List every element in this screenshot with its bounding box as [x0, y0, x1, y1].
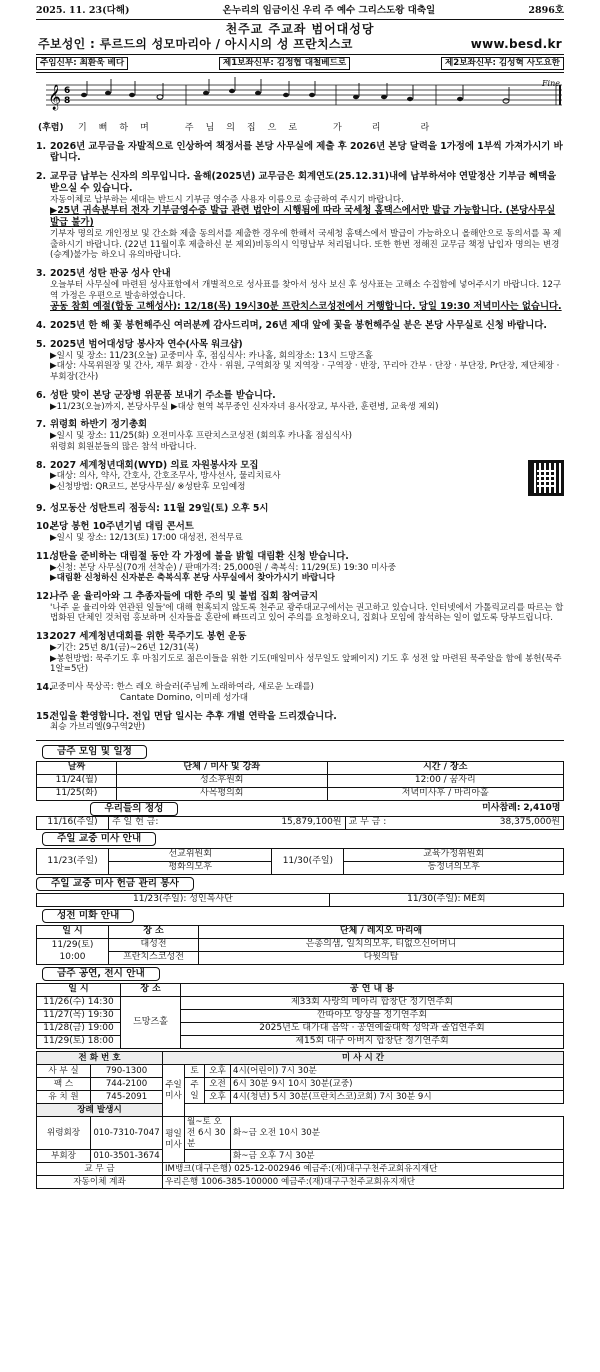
text-cell: 7.	[36, 419, 47, 431]
text-cell: 9.	[36, 502, 47, 514]
text-cell: 교 무 금	[37, 1163, 163, 1176]
table-cell	[37, 1117, 564, 1150]
text-cell: 위령회 하반기 정기총회	[50, 419, 148, 431]
staff-notation	[36, 77, 564, 121]
notice-item	[36, 551, 564, 584]
text-cell: 최승 가브리엘(9구역2반)	[50, 722, 146, 733]
svg-text:8: 8	[64, 95, 71, 106]
text-cell: 15,879,100원	[281, 817, 342, 828]
text-cell: 위령회 회원분들의 많은 참석 바랍니다.	[50, 441, 197, 452]
text-cell: 교육가정위원회	[344, 849, 564, 862]
table-cell	[37, 1052, 564, 1065]
notice-item	[36, 320, 564, 332]
text-cell: 11/29(토) 10:00	[37, 939, 109, 965]
text-cell: 2025년 성탄 판공 성사 안내	[50, 268, 171, 280]
text-cell: 010-7310-7047	[91, 1117, 163, 1150]
text-cell: 11/27(목) 19:30	[37, 1010, 121, 1023]
table-cell	[185, 1150, 231, 1163]
parish-title: 천주교 주교좌 범어대성당	[225, 22, 375, 36]
text-cell: 토	[185, 1065, 205, 1078]
text-cell: 유 치 원	[37, 1091, 91, 1104]
lyric-syllable: 하	[119, 122, 129, 133]
text-cell: 공동 참회 예절(합동 고해성사): 12/18(목) 19시30분 프란치스코성전에서 거행합니다. 당일 19:30 저녁미사는 없습니다.	[50, 301, 562, 313]
text-cell: 4.	[36, 320, 47, 332]
text-cell: 제33회 사랑의 메아리 합창단 정기연주회	[181, 997, 564, 1010]
text-cell: 제15회 대구 아버지 합창단 정기연주회	[181, 1036, 564, 1049]
lyric-syllable: 로	[288, 122, 298, 133]
table-cell	[37, 802, 564, 816]
table-cell	[345, 802, 563, 816]
text-cell: 부회장	[37, 1150, 91, 1163]
text-cell: 11/28(금) 19:00	[37, 1023, 121, 1036]
text-cell: 드망즈홀	[121, 997, 181, 1049]
music-notes	[81, 89, 509, 103]
text-cell: 10.	[36, 521, 53, 533]
meetings-table	[36, 761, 564, 801]
text-cell: 2027 세계청년대회를 위한 묵주기도 봉헌 운동	[50, 631, 247, 643]
text-cell: 3.	[36, 268, 47, 280]
priest-list	[36, 55, 564, 73]
lyric-syllable: 으	[267, 122, 277, 133]
text-cell: 6.	[36, 389, 47, 401]
concerts-title: 금주 공연, 전시 안내	[42, 967, 160, 981]
lyric-syllable: 집	[246, 122, 256, 133]
lyric-syllable: 의	[226, 122, 235, 133]
lyrics-line	[38, 123, 566, 134]
text-cell: 12:00 / 꿈자리	[327, 775, 564, 788]
text-cell: 교무금 납부는 신자의 의무입니다. 올해(2025년) 교무금은 회계연도(25.12.31)내에 납부하셔야 연말정산 기부금 혜택을 받으실 수 있습니다.	[50, 171, 557, 194]
notice-item	[36, 141, 564, 165]
lyric-syllable: 며	[140, 122, 149, 133]
notice-item	[36, 591, 564, 624]
text-cell: 15.	[36, 710, 53, 722]
text-cell: 위령회장	[37, 1117, 91, 1150]
text-cell: 자동이체 계좌	[37, 1176, 163, 1189]
lyric-syllable: 기	[78, 122, 87, 133]
table-row	[37, 788, 564, 801]
text-cell: 12.	[36, 591, 53, 602]
notice-item	[36, 503, 564, 515]
notice-item	[36, 339, 564, 383]
text-cell: ▶대상: 사목위원장 및 간사, 재무 회장 · 간사 · 위원, 구역회장 및 지역장 · 구역장 · 반장, 꾸리아 간부 · 단장 · 부단장, Pr단장, 제단체장 · 부회장(간사)	[50, 361, 560, 383]
text-cell: 단체 / 미사 및 강좌	[117, 762, 328, 775]
text-cell: 오전	[205, 1078, 231, 1091]
lyric-syllable: 가	[333, 122, 342, 133]
text-cell: 은총의샘, 일치의모후, 티없으신어머니	[199, 939, 564, 952]
table-cell	[37, 984, 564, 997]
notice-item	[36, 521, 564, 543]
table-row	[37, 775, 564, 788]
text-cell: 4시(청년) 5시 30분(프란치스코)코회) 7시 30분 9시	[231, 1091, 564, 1104]
lyric-syllable: 주	[184, 122, 194, 133]
text-cell: ▶신청: 본당 사무실(70개 선착순) / 판매가격: 25,000원 / 축복식: 11/29(토) 19:30 미사중	[50, 562, 397, 573]
svg-text:6: 6	[64, 85, 71, 96]
notice-item	[36, 711, 564, 733]
collection-table	[36, 893, 564, 907]
text-cell: 주일 미사	[163, 1065, 185, 1117]
table-cell	[37, 849, 564, 862]
concerts-table	[36, 983, 564, 1049]
text-cell: 교 무 금 :	[348, 817, 387, 828]
text-cell: 본당 봉헌 10주년기념 대림 콘서트	[50, 521, 194, 533]
text-cell: 8.	[36, 459, 47, 471]
notice-item	[36, 460, 564, 496]
table-cell	[37, 1163, 564, 1176]
feast-title: 온누리의 임금이신 우리 주 예수 그리스도왕 대축일	[222, 5, 436, 17]
table-cell	[185, 1104, 564, 1117]
text-cell: 성탄을 준비하는 대림절 동안 각 가정에 불을 밝힐 대림환 신청 받습니다.	[50, 550, 349, 562]
text-cell: 일 시	[37, 926, 109, 939]
text-cell: 010-3501-3674	[91, 1150, 163, 1163]
text-cell: 성탄 맞이 본당 군장병 위문품 보내기 주소를 받습니다.	[50, 389, 276, 401]
text-cell: 2025년 한 해 꽃 봉헌해주신 여러분께 감사드리며, 26년 제대 앞에 꽃을 봉헌해주실 분은 본당 사무실로 신청 바랍니다.	[50, 320, 547, 332]
lyric-syllable: 님	[205, 122, 215, 133]
table-cell	[37, 926, 564, 939]
text-cell: 자동이체로 납부하는 세대는 반드시 기부금 영수증 사용자 이름으로 송금하여 주시기 바랍니다.	[50, 194, 404, 205]
text-cell: 14.	[36, 682, 53, 694]
table-cell	[109, 817, 346, 830]
text-cell: 날짜	[37, 762, 117, 775]
text-cell: 38,375,000원	[499, 817, 560, 828]
fine-marker: Fine	[542, 78, 560, 88]
meetings-title: 금주 모임 및 일정	[42, 745, 147, 759]
text-cell: 우리은행 1006-385-100000 예금주:(재)대구구천주교회유지재단	[163, 1176, 564, 1189]
text-cell: 6시 30분 9시 10시 30분(교중)	[231, 1078, 564, 1091]
text-cell: 깐따아모 앙상블 정기연주회	[181, 1010, 564, 1023]
text-cell: 평일 미사	[163, 1117, 185, 1163]
text-cell: 2026년 교무금을 자발적으로 인상하여 책정서를 본당 사무실에 제출 후 2026년 본당 달력을 1가정에 1부씩 가져가시기 바랍니다.	[50, 140, 563, 164]
text-cell: 790-1300	[91, 1065, 163, 1078]
text-cell: 시간 / 장소	[327, 762, 564, 775]
text-cell: IM뱅크(대구은행) 025-12-002946 예금주:(재)대구구천주교회유지재단	[163, 1163, 564, 1176]
text-cell: 2027 세계청년대회(WYD) 의료 자원봉사자 모집	[50, 459, 259, 471]
text-cell: 2,410명	[523, 803, 561, 814]
table-cell	[37, 939, 564, 952]
pastor: 주임신부: 최환욱 베다	[36, 57, 128, 70]
text-cell: 11/24(월)	[37, 775, 117, 788]
refrain-label: (후렴)	[38, 122, 64, 133]
assistant-2: 제2보좌신부: 김성혁 사도요한	[441, 57, 564, 70]
text-cell: 다윗의탑	[199, 952, 564, 965]
table-cell	[37, 1104, 564, 1117]
text-cell: ▶일시 및 장소: 11/23(오늘) 교중미사 후, 점심식사: 카나홀, 회의장소: 13시 드망즈홀	[50, 350, 373, 361]
text-cell: 화~금 오전 10시 30분	[231, 1117, 564, 1150]
notice-item	[36, 631, 564, 675]
lyric-syllable: 라	[420, 122, 430, 133]
notice-item	[36, 419, 564, 452]
offering-table	[36, 802, 564, 830]
text-cell: 장 소	[121, 984, 181, 997]
table-cell	[37, 894, 564, 907]
table-cell	[37, 1078, 564, 1091]
text-cell: ▶신청방법: QR코드, 본당사무실/ ※성탄후 모임예정	[50, 482, 246, 493]
text-cell: 오늘부터 사무실에 마련된 성사표함에서 개별적으로 성사표를 찾아서 성사 보신 후 성사표는 고해소 수집함에 넣어주시기 바랍니다. 12구역 가정은 우편으로 발송하였습니다.	[50, 279, 562, 301]
text-cell: 11/23(주일)	[37, 849, 109, 875]
lyric-syllable: 리	[371, 122, 381, 133]
beautify-title: 성전 미화 안내	[42, 909, 134, 923]
text-cell: 11.	[36, 550, 53, 562]
text-cell: 사목평의회	[117, 788, 328, 801]
text-cell: 4시(어린이) 7시 30분	[231, 1065, 564, 1078]
table-cell	[37, 952, 564, 965]
text-cell: 월~토 오전 6시 30분	[185, 1117, 231, 1150]
text-cell: 단체 / 레지오 마리애	[199, 926, 564, 939]
mass-guide-table	[36, 848, 564, 875]
text-cell: 2025년 범어대성당 봉사자 연수(사목 워크샵)	[50, 338, 243, 350]
text-cell: 11/26(수) 14:30	[37, 997, 121, 1010]
table-cell	[37, 1176, 564, 1189]
beautify-table	[36, 925, 564, 965]
notice-list	[36, 141, 564, 733]
text-cell: 선교위원회	[109, 849, 272, 862]
text-cell: 11/30(주일)	[272, 849, 344, 875]
text-cell: 11/16(주일)	[37, 817, 109, 830]
text-cell: 나주 윤 율리아와 그 추종자들에 대한 주의 및 불법 집회 참여금지	[50, 591, 319, 602]
qr-code-icon[interactable]	[528, 460, 564, 496]
patron-saints: 주보성인 : 루르드의 성모마리아 / 아시시의 성 프란치스코	[38, 37, 353, 51]
table-cell	[37, 997, 564, 1010]
text-cell: 11/23(주일): 성인복사단	[37, 894, 330, 907]
text-cell: 744-2100	[91, 1078, 163, 1091]
text-cell: 전입을 환영합니다. 전입 면담 일시는 추후 개별 연락을 드리겠습니다.	[50, 710, 337, 722]
text-cell: 5.	[36, 338, 47, 350]
text-cell: 주일	[185, 1078, 205, 1104]
text-cell: 팩 스	[37, 1078, 91, 1091]
issue-date: 2025. 11. 23(다해)	[36, 5, 130, 17]
text-cell: ▶25년 귀속분부터 전자 기부금영수증 발급 관련 법안이 시행됨에 따라 국세청 홈택스에서만 발급 가능합니다. (본당사무실 발급 불가)	[50, 205, 556, 229]
top-line	[36, 0, 564, 20]
text-cell: ▶대상: 의사, 약사, 간호사, 간호조무사, 방사선사, 물리치료사	[50, 471, 281, 482]
text-cell: 11/25(화)	[37, 788, 117, 801]
text-cell: 장 소	[109, 926, 199, 939]
notice-item	[36, 682, 564, 703]
text-cell: '나주 윤 율리아와 연관된 일들'에 대해 현혹되지 않도록 천주교 광주대교구에서는 권고하고 있습니다. 인터넷에서 가톨릭교리를 따르는 합법화된 단체인 것처럼 홍보하며 신자들을 혼란에 빠뜨리고 있어 주의를 요청하오니, 집회나 모임에 참석하는 일이 없도록 당부드립니다.	[50, 602, 564, 624]
text-cell: 미사참례:	[482, 803, 521, 814]
text-cell: 동정녀의모후	[344, 862, 564, 875]
treble-clef-icon: 𝄞	[48, 84, 62, 110]
table-cell	[37, 1091, 564, 1104]
table-cell	[37, 802, 346, 816]
text-cell: 오후	[205, 1065, 231, 1078]
text-cell: 공 연 내 용	[181, 984, 564, 997]
table-cell	[37, 1150, 564, 1163]
text-cell: 저녁미사후 / 마리아홀	[327, 788, 564, 801]
lyric-syllable: 뻐	[98, 122, 108, 133]
text-cell: 성모동산 성탄트리 점등식: 11월 29일(토) 오후 5시	[50, 502, 269, 514]
issue-number: 2896호	[528, 5, 564, 17]
assistant-1: 제1보좌신부: 김정협 대철베드로	[219, 57, 350, 70]
notice-item	[36, 268, 564, 313]
notice-item	[36, 171, 564, 261]
text-cell: 11/30(주일): ME회	[329, 894, 563, 907]
text-cell: ▶11/23(오늘)까지, 본당사무실 ▶대상 현역 복무중인 신자자녀 용사(장교, 부사관, 훈련병, 교육생 제외)	[50, 401, 439, 412]
table-cell	[37, 817, 564, 830]
text-cell: 오후	[205, 1091, 231, 1104]
text-cell: 교중미사 묵상곡: 한스 레오 하슬러(주님께 노래하여라, 새로운 노래를)	[50, 682, 314, 693]
text-cell: 성소후원회	[117, 775, 328, 788]
text-cell: ▶기간: 25년 8/1(금)~26년 12/31(목)	[50, 642, 199, 653]
text-cell: 2.	[36, 171, 47, 183]
patron-line	[36, 37, 564, 52]
mass-guide-title: 주일 교중 미사 안내	[42, 832, 156, 846]
text-cell: 우리들의 정성	[90, 802, 179, 816]
table-cell	[37, 1023, 564, 1036]
masthead	[36, 20, 564, 55]
text-cell: 미 사 시 간	[163, 1052, 564, 1065]
text-cell: ▶봉헌방법: 묵주기도 후 마침기도로 젊은이들을 위한 기도(매일미사 성무일도 앞페이지) 기도 후 성전 앞 마련된 묵주알을 함에 봉헌(묵주1알=5단)	[50, 653, 562, 675]
text-cell: 일 시	[37, 984, 121, 997]
text-cell: 11/29(토) 18:00	[37, 1036, 121, 1049]
contact-mass-table	[36, 1051, 564, 1189]
table-cell	[37, 1010, 564, 1023]
text-cell: ▶대림환 신청하신 신자분은 축복식후 본당 사무실에서 찾아가시기 바랍니다	[50, 573, 335, 584]
text-cell: 기부자 명의로 개인정보 및 간소화 제출 동의서를 제출한 경우에 한해서 국세청 홈택스에서 발급이 가능하오니 올해안으로 동의서를 꼭 제출하시기 바랍니다. (22년 11월이후 제출하신 분 제외)비동의시 익명납부 처리됩니다. 또한 한번 정해진 교무금 책정 납입자 명의는 변경(승계)불가능 하오니 유의바랍니다.	[50, 228, 562, 261]
text-cell: 13.	[36, 631, 53, 643]
text-cell: 1.	[36, 140, 47, 152]
text-cell: ▶일시 및 장소: 11/25(화) 오전미사후 프란치스코성전 (회의후 카나홀 점심식사)	[50, 431, 352, 442]
text-cell: 전 화 번 호	[37, 1052, 163, 1065]
table-cell	[37, 1036, 564, 1049]
text-cell: 2025년도 대가대 음악 · 공연예술대학 성악과 졸업연주회	[181, 1023, 564, 1036]
table-cell	[345, 817, 563, 830]
notice-item	[36, 390, 564, 412]
text-cell: ▶일시 및 장소: 12/13(토) 17:00 대성전, 전석무료	[50, 533, 243, 544]
text-cell: 사 부 실	[37, 1065, 91, 1078]
text-cell: 화~금 오후 7시 30분	[231, 1150, 564, 1163]
text-cell: 평화의모후	[109, 862, 272, 875]
collection-title: 주일 교중 미사 헌금 관리 봉사	[36, 877, 194, 891]
text-cell: 745-2091	[91, 1091, 163, 1104]
text-cell: 대성전	[109, 939, 199, 952]
text-cell: 프란치스코성전	[109, 952, 199, 965]
schedule-section	[36, 740, 564, 1189]
text-cell: 주 일 헌 금:	[112, 817, 159, 828]
table-cell	[37, 1065, 564, 1078]
text-cell: 장례 발생시	[37, 1104, 163, 1117]
text-cell: Cantate Domino, 이미레 성가대	[120, 692, 249, 703]
parish-url[interactable]: www.besd.kr	[470, 37, 562, 51]
music-score	[36, 77, 564, 137]
table-cell	[37, 762, 564, 775]
